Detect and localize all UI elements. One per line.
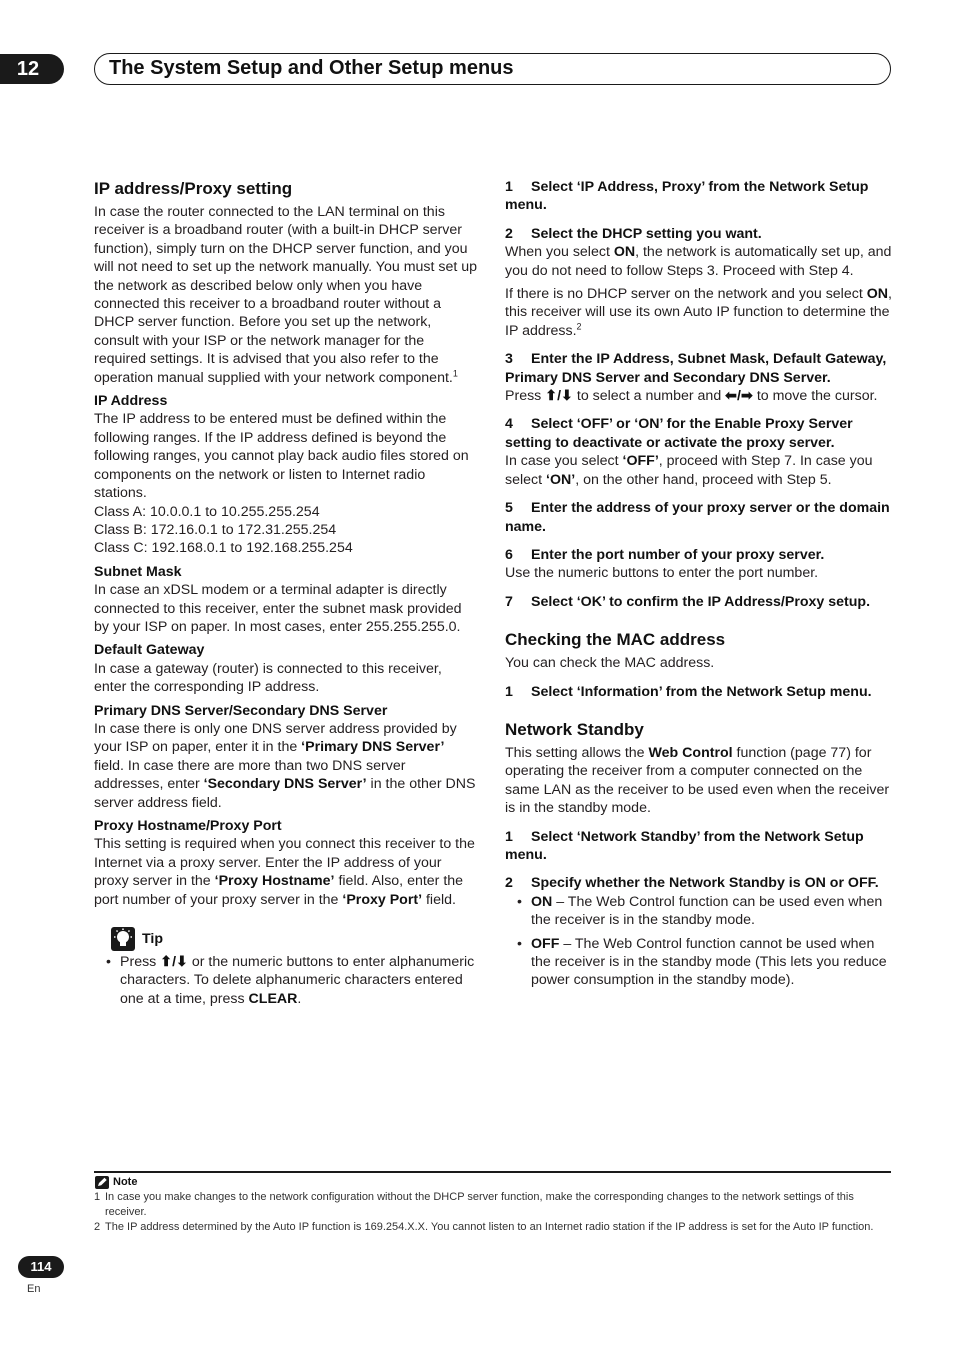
proxy-heading: Proxy Hostname/Proxy Port [94, 818, 282, 834]
dns-server-heading: Primary DNS Server/Secondary DNS Server [94, 702, 388, 719]
up-down-arrow-icon: ⬆/⬇ [545, 388, 573, 405]
bullet-icon: • [106, 954, 111, 971]
standby-step-1: 1 Select ‘Network Standby’ from the Network Setup menu. [505, 828, 864, 863]
tip-box [110, 925, 478, 953]
ip-step-4: 4 Select ‘OFF’ or ‘ON’ for the Enable Proxy Server setting to deactivate or activate the proxy server. [505, 416, 853, 451]
ip-step-2: 2 Select the DHCP setting you want. [505, 225, 762, 242]
lightbulb-icon [110, 926, 136, 952]
default-gateway-text: In case a gateway (router) is connected to this receiver, enter the corresponding IP address. [94, 660, 442, 696]
mac-step-1: 1 Select ‘Information’ from the Network Setup menu. [505, 683, 872, 700]
dns-server-text: In case there is only one DNS server address provided by your ISP on paper, enter it in the ‘Primary DNS Server’ field. In case there are more than two DNS server addresses, enter ‘Secondary DNS Server’ in the other DNS server address field. [94, 720, 476, 811]
step-2-text-b: If there is no DHCP server on the network and you select ON, this receiver will use its own Auto IP function to determine the IP address.$^2$ [505, 286, 892, 339]
step-3-text: Press ⬆/⬇ to select a number and ⬅/➡ to move the cursor. [505, 388, 878, 405]
subnet-mask-heading: Subnet Mask [94, 563, 182, 580]
standby-on-item: • ON – The Web Control function can be used even when the receiver is in the standby mode. [517, 893, 883, 929]
ip-step-6: 6 Enter the port number of your proxy server. [505, 546, 825, 563]
step-6-text: Use the numeric buttons to enter the port number. [505, 565, 819, 582]
page-number: 114 [18, 1256, 64, 1278]
footnote-ref-1: 1 [452, 367, 458, 378]
right-column [505, 178, 893, 990]
standby-options-list [505, 893, 893, 990]
ip-address-heading: IP Address [94, 393, 168, 410]
mac-address-heading: Checking the MAC address [505, 630, 726, 650]
class-a-range: Class A: 10.0.0.1 to 10.255.255.254 [94, 503, 320, 520]
ip-step-7: 7 Select ‘OK’ to confirm the IP Address/Proxy setup. [505, 593, 871, 610]
language-code: En [27, 1283, 41, 1295]
footnote-1: 1 In case you make changes to the network configuration without the DHCP server function, make the corresponding changes to the network settings of this receiver. [94, 1191, 854, 1218]
class-b-range: Class B: 172.16.0.1 to 172.31.255.254 [94, 521, 337, 538]
footnote-divider [94, 1171, 891, 1173]
up-down-arrow-icon: ⬆/⬇ [160, 954, 188, 971]
left-right-arrow-icon: ⬅/➡ [725, 388, 753, 405]
step-4-text: In case you select ‘OFF’, proceed with Step 7. In case you select ‘ON’, on the other hand, proceed with Step 5. [505, 453, 873, 488]
bullet-icon: • [517, 935, 522, 952]
bullet-icon: • [517, 893, 522, 910]
proxy-text: This setting is required when you connect this receiver to the Internet via a proxy server. Enter the IP address of your proxy server in the ‘Proxy Hostname’ field. Also, enter the port number of your proxy server in the ‘Proxy Port’ field. [94, 836, 475, 908]
footnote-2: 2 The IP address determined by the Auto IP function is 169.254.X.X. You cannot listen to an Internet radio station if the IP address is set for the Auto IP function. [94, 1221, 874, 1233]
ip-proxy-heading: IP address/Proxy setting [94, 179, 293, 198]
tip-list [94, 953, 478, 1008]
subnet-mask-text: In case an xDSL modem or a terminal adapter is directly connected to this receiver, enter the subnet mask provided by your ISP on paper. In most cases, enter 255.255.255.0. [94, 582, 462, 635]
ip-step-5: 5 Enter the address of your proxy server or the domain name. [505, 500, 890, 535]
ip-step-1: 1 Select ‘IP Address, Proxy’ from the Network Setup menu. [505, 179, 869, 214]
note-header: Note [95, 1173, 137, 1191]
ip-step-3: 3 Enter the IP Address, Subnet Mask, Default Gateway, Primary DNS Server and Secondary DNS Server. [505, 351, 887, 386]
ip-address-text: The IP address to be entered must be defined within the following ranges. If the IP address defined is beyond the following ranges, you cannot play back audio files stored on components on the network or listen to Internet radio stations. [94, 411, 469, 502]
left-column [94, 178, 478, 1008]
ip-proxy-intro: In case the router connected to the LAN terminal on this receiver is a broadband router (with a built-in DHCP server function), simply turn on the DHCP server function, and you will not need to set up the network manually. You must set up the network as described below only when you have connected this receiver to a broadband router without a DHCP server function. Before you set up the network, consult with your ISP or the network manager for the required settings. It is advised that you also refer to the operation manual supplied with your network component.$^1$ [94, 204, 478, 386]
standby-off-item: • OFF – The Web Control function cannot be used when the receiver is in the standby mode (This lets you reduce power consumption in the standby mode). [517, 935, 887, 989]
chapter-number-tab: 12 [0, 54, 64, 84]
note-pencil-icon [95, 1176, 109, 1189]
step-2-text-a: When you select ON, the network is automatically set up, and you do not need to follow Steps 3. Proceed with Step 4. [505, 244, 892, 279]
chapter-title: The System Setup and Other Setup menus [94, 53, 891, 85]
network-standby-heading: Network Standby [505, 719, 644, 739]
tip-item: • Press ⬆/⬇ or the numeric buttons to enter alphanumeric characters. To delete alphanumeric characters entered one at a time, press CLEAR. [106, 954, 475, 1007]
standby-step-2: 2 Specify whether the Network Standby is ON or OFF. [505, 875, 879, 892]
mac-address-text: You can check the MAC address. [505, 655, 715, 672]
network-standby-text: This setting allows the Web Control function (page 77) for operating the receiver from a computer connected on the same LAN as the receiver to be used even when the receiver is in the standby mode. [505, 744, 890, 817]
footnote-ref-2: 2 [576, 321, 582, 332]
tip-label: Tip [142, 930, 164, 947]
default-gateway-heading: Default Gateway [94, 642, 205, 659]
class-c-range: Class C: 192.168.0.1 to 192.168.255.254 [94, 540, 353, 557]
